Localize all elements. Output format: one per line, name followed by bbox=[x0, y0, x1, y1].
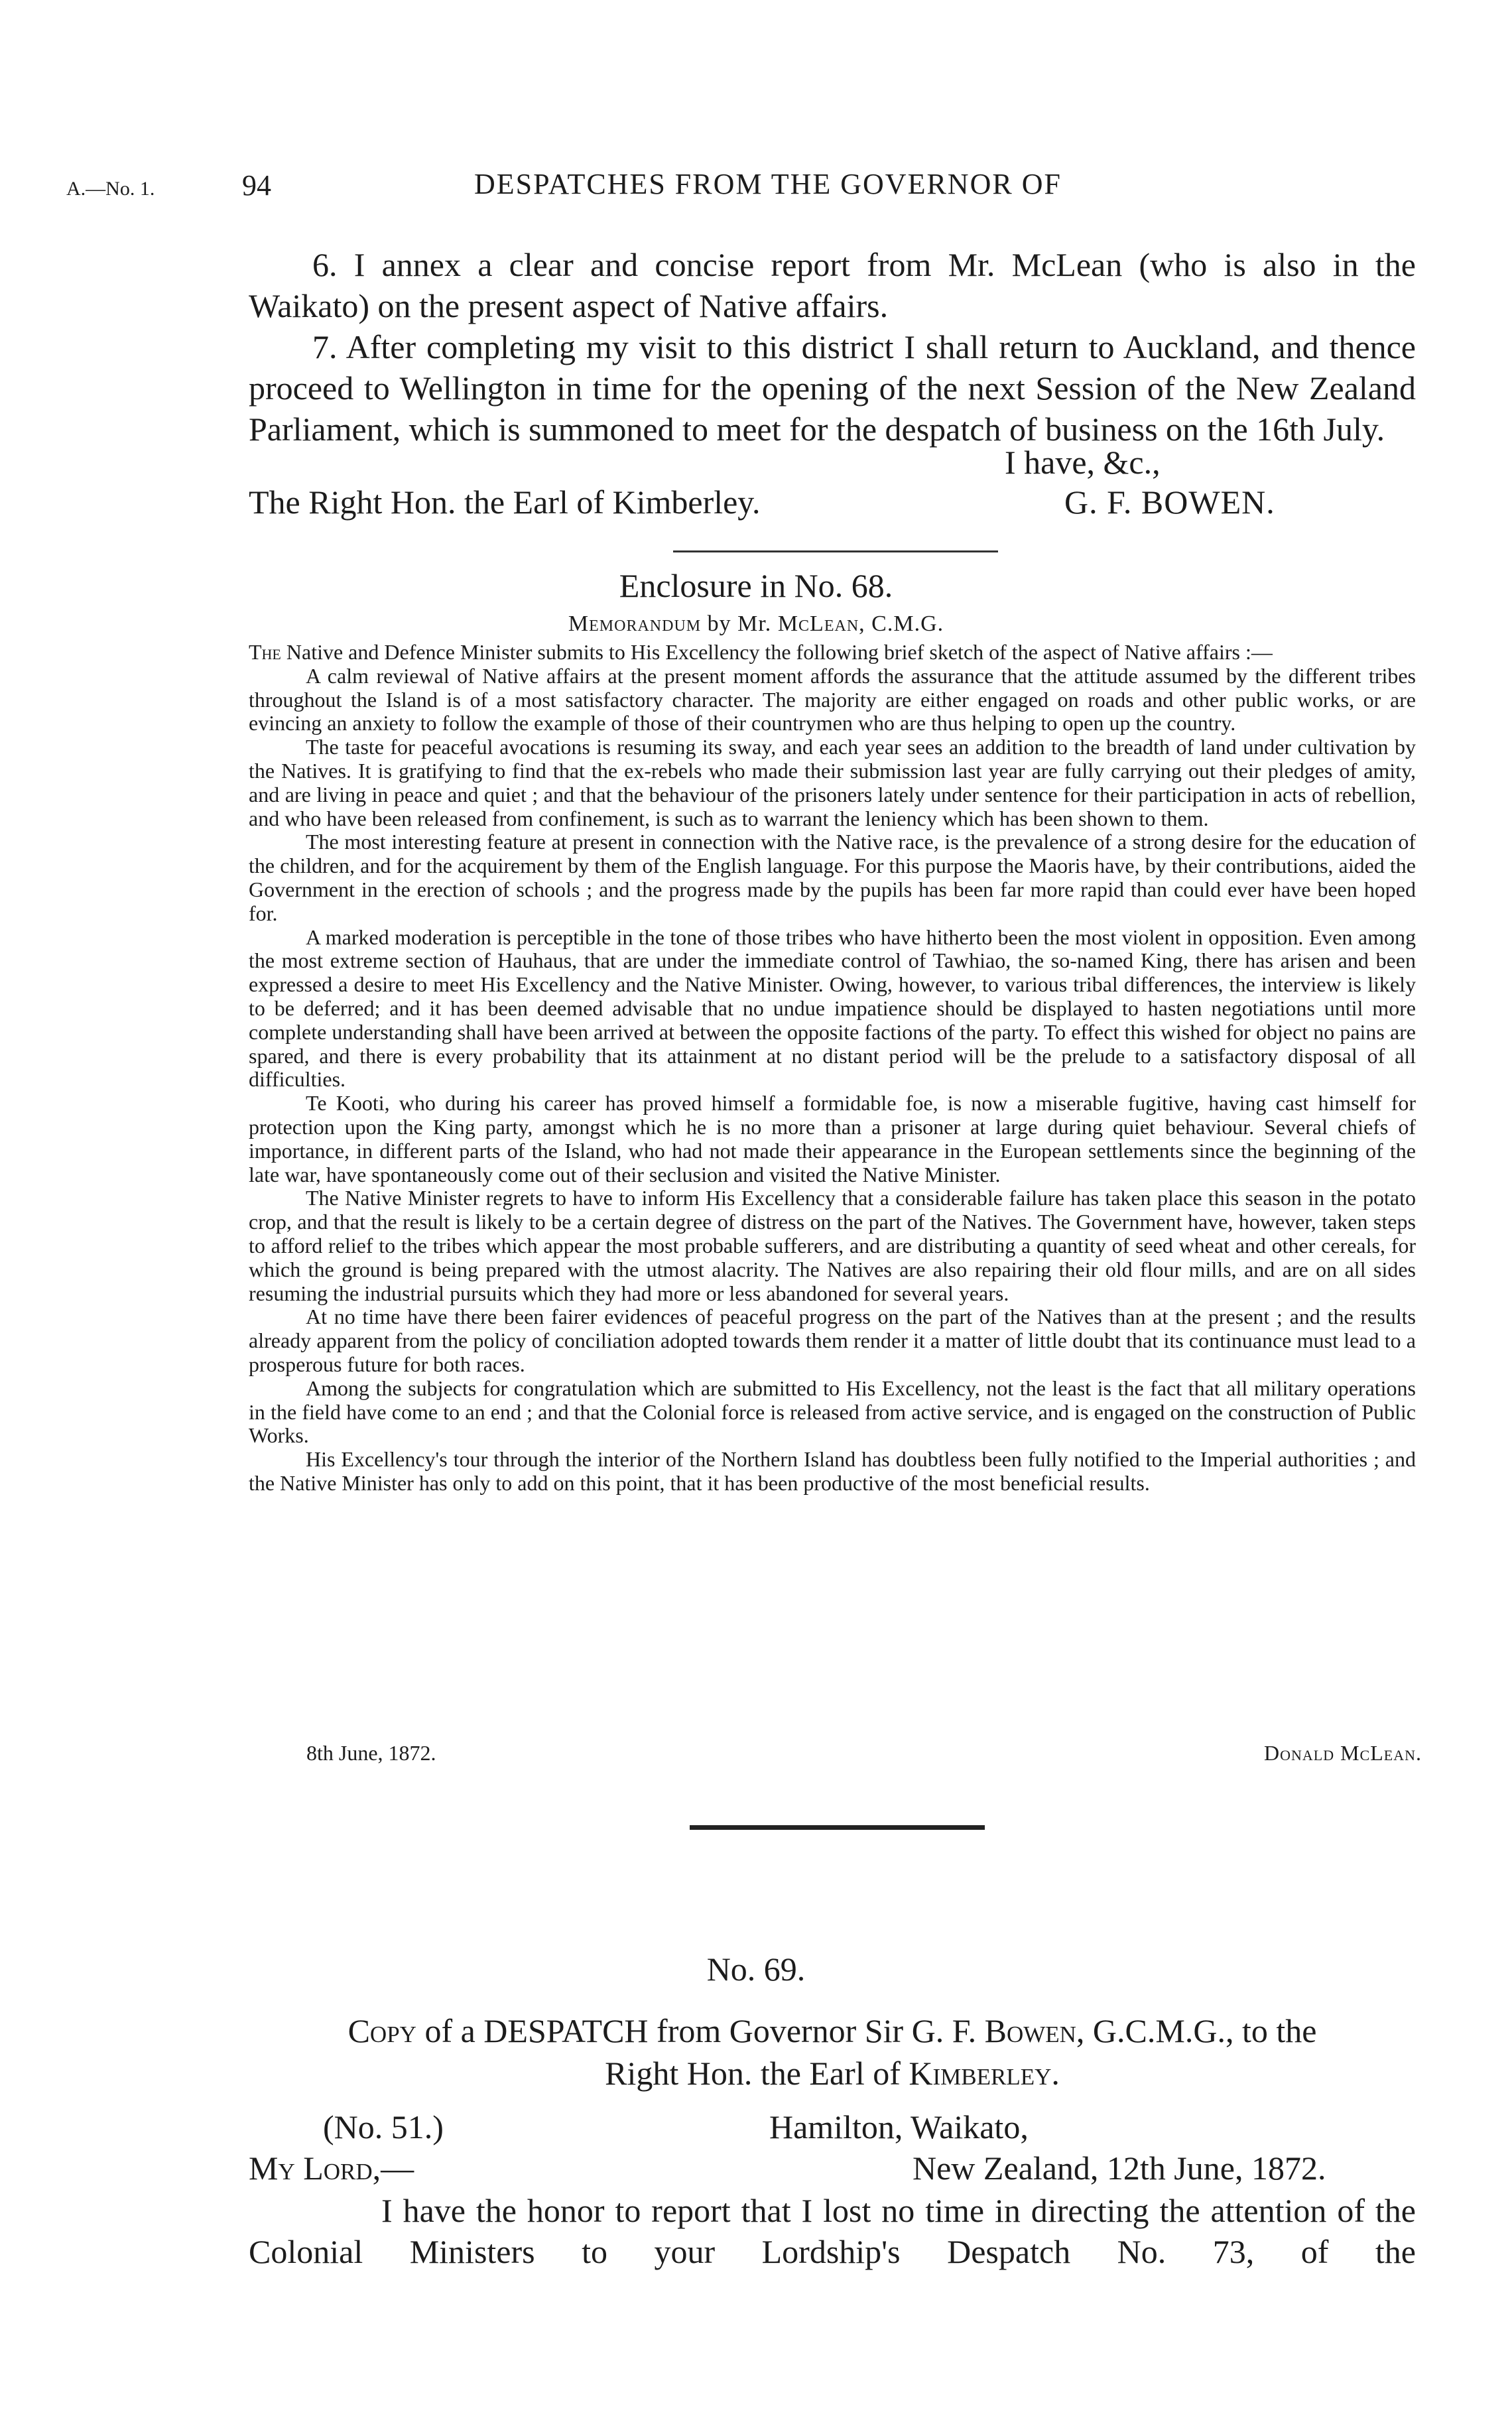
despatch-number: No. 69. bbox=[706, 1951, 806, 1988]
place-line-1: Hamilton, Waikato, bbox=[769, 2108, 1029, 2146]
parliamentary-paper-ref: A.—No. 1. bbox=[66, 178, 155, 200]
despatch-tail-body bbox=[249, 244, 1416, 450]
despatch-heading-line-2: Right Hon. the Earl of Kimberley. bbox=[605, 2055, 1060, 2092]
lead-word: The bbox=[249, 640, 281, 664]
closing-formula: I have, &c., bbox=[1005, 444, 1161, 481]
memo-paragraph: At no time have there been fairer evidences of peaceful progress on the part of the Natives than at the present ; and the results already apparent from the policy of conciliation adopted towards them render it a matter of little doubt that its continuance must lead to a prosperous future for both races. bbox=[249, 1305, 1416, 1376]
despatch-69-body bbox=[249, 2190, 1416, 2272]
place-line-2: New Zealand, 12th June, 1872. bbox=[913, 2149, 1326, 2187]
memo-paragraph: The Native Minister regrets to have to inform His Excellency that a considerable failure has taken place this season in the potato crop, and that the result is likely to be a certain degree of distress on the part of the Natives. The Government have, however, taken steps to afford relief to the tribes which appear the most probable sufferers, and are distributing a quantity of seed wheat and other cereals, for which the ground is being prepared with the utmost alacrity. The Natives are also repairing their old flour mills, and are on all sides resuming the industrial pursuits which they had more or less abandoned for several years. bbox=[249, 1186, 1416, 1305]
memo-paragraph: His Excellency's tour through the interior of the Northern Island has doubtless been fully notified to the Imperial authorities ; and the Native Minister has only to add on this point, that it has been productive of the most beneficial results. bbox=[249, 1447, 1416, 1495]
despatch-reference: (No. 51.) bbox=[323, 2108, 444, 2146]
paragraph-7: 7. After completing my visit to this district I shall return to Auckland, and thence proceed to Wellington in time for the opening of the next Session of the New Zealand Parliament, which is summoned to meet for the despatch of business on the 16th July. bbox=[249, 328, 1416, 448]
memorandum-label: Memorandum bbox=[568, 611, 702, 636]
memo-paragraph: A calm reviewal of Native affairs at the present moment affords the assurance that the attitude assumed by the different tribes throughout the Island is of a most satisfactory character. The majority are either engaged on roads and other public works, or are evincing an anxiety to follow the example of those of their countrymen who are thus helping to open up the country. bbox=[249, 663, 1416, 736]
page-number: 94 bbox=[242, 169, 271, 202]
memo-paragraph: The taste for peaceful avocations is resuming its sway, and each year sees an addition to the breadth of land under cultivation by the Natives. It is gratifying to find that the ex-rebels who made their submission last year are fully carrying out their pledges of amity, and are living in peace and quiet ; and that the behaviour of the prisoners lately under sentence for their participation in acts of rebellion, and who have been released from confinement, is such as to warrant the leniency which has been shown to them. bbox=[249, 735, 1416, 830]
memorandum-date: 8th June, 1872. bbox=[306, 1741, 436, 1765]
memorandum-signature: Donald McLean. bbox=[1264, 1741, 1422, 1765]
memo-paragraph: Te Kooti, who during his career has proved himself a formidable foe, is now a miserable fugitive, having cast himself for protection upon the King party, amongst which he is no more than a prisoner at large during quiet behaviour. Several chiefs of importance, in different parts of the Island, who had not made their appearance in the European settlements since the beginning of the late war, have spontaneously come out of their seclusion and visited the Native Minister. bbox=[249, 1091, 1416, 1186]
thick-divider bbox=[690, 1825, 985, 1830]
running-title: DESPATCHES FROM THE GOVERNOR OF bbox=[474, 168, 1062, 200]
salutation: My Lord,— bbox=[249, 2149, 414, 2187]
memorandum-byline bbox=[0, 611, 1512, 637]
memo-paragraph: The Native and Defence Minister submits to His Excellency the following brief sketch of the aspect of Native affairs :— bbox=[249, 640, 1273, 664]
memo-paragraph: The most interesting feature at present in connection with the Native race, is the prevalence of a strong desire for the education of the children, and for the acquirement by them of the English language. For this purpose the Maoris have, by their contributions, aided the Government in the erection of schools ; and the progress made by the pupils has been far more rapid than could ever have been hoped for. bbox=[249, 830, 1416, 925]
memorandum-honours: C.M.G. bbox=[871, 611, 944, 636]
memorandum-body bbox=[249, 641, 1416, 1496]
paragraph-6: 6. I annex a clear and concise report from Mr. McLean (who is also in the Waikato) on the present aspect of Native affairs. bbox=[249, 246, 1416, 324]
opening-paragraph: I have the honor to report that I lost no time in directing the attention of the Colonial Ministers to your Lordship's Despatch No. 73, of the bbox=[249, 2192, 1416, 2270]
section-divider bbox=[673, 550, 998, 552]
despatch-heading bbox=[249, 2010, 1416, 2094]
memo-paragraph: A marked moderation is perceptible in the tone of those tribes who have hitherto been the most violent in opposition. Even among the most extreme section of Hauhaus, that are under the immediate control of Tawhiao, the so-named King, there has arisen and been expressed a desire to meet His Excellency and the Native Minister. Owing, however, to various tribal differences, the interview is likely to be deferred; and it has been deemed advisable that no undue impatience should be displayed to hasten negotiations until more complete understanding shall have been arrived at between the opposite factions of the party. To effect this wished for object no pains are spared, and there is every probability that its attainment at no distant period will be the prelude to a satisfactory disposal of all difficulties. bbox=[249, 925, 1416, 1092]
governor-signature: G. F. BOWEN. bbox=[1064, 483, 1275, 521]
memo-paragraph: Among the subjects for congratulation which are submitted to His Excellency, not the least is the fact that all military operations in the field have come to an end ; and that the Colonial force is released from active service, and is engaged on the construction of Public Works. bbox=[249, 1376, 1416, 1448]
despatch-heading-line-1: Copy of a DESPATCH from Governor Sir G. F. Bowen, G.C.M.G., to the bbox=[347, 2012, 1317, 2049]
memorandum-by: by Mr. bbox=[707, 611, 772, 636]
addressee: The Right Hon. the Earl of Kimberley. bbox=[249, 483, 761, 521]
enclosure-title: Enclosure in No. 68. bbox=[619, 567, 893, 604]
memorandum-author: McLean, bbox=[777, 611, 865, 636]
